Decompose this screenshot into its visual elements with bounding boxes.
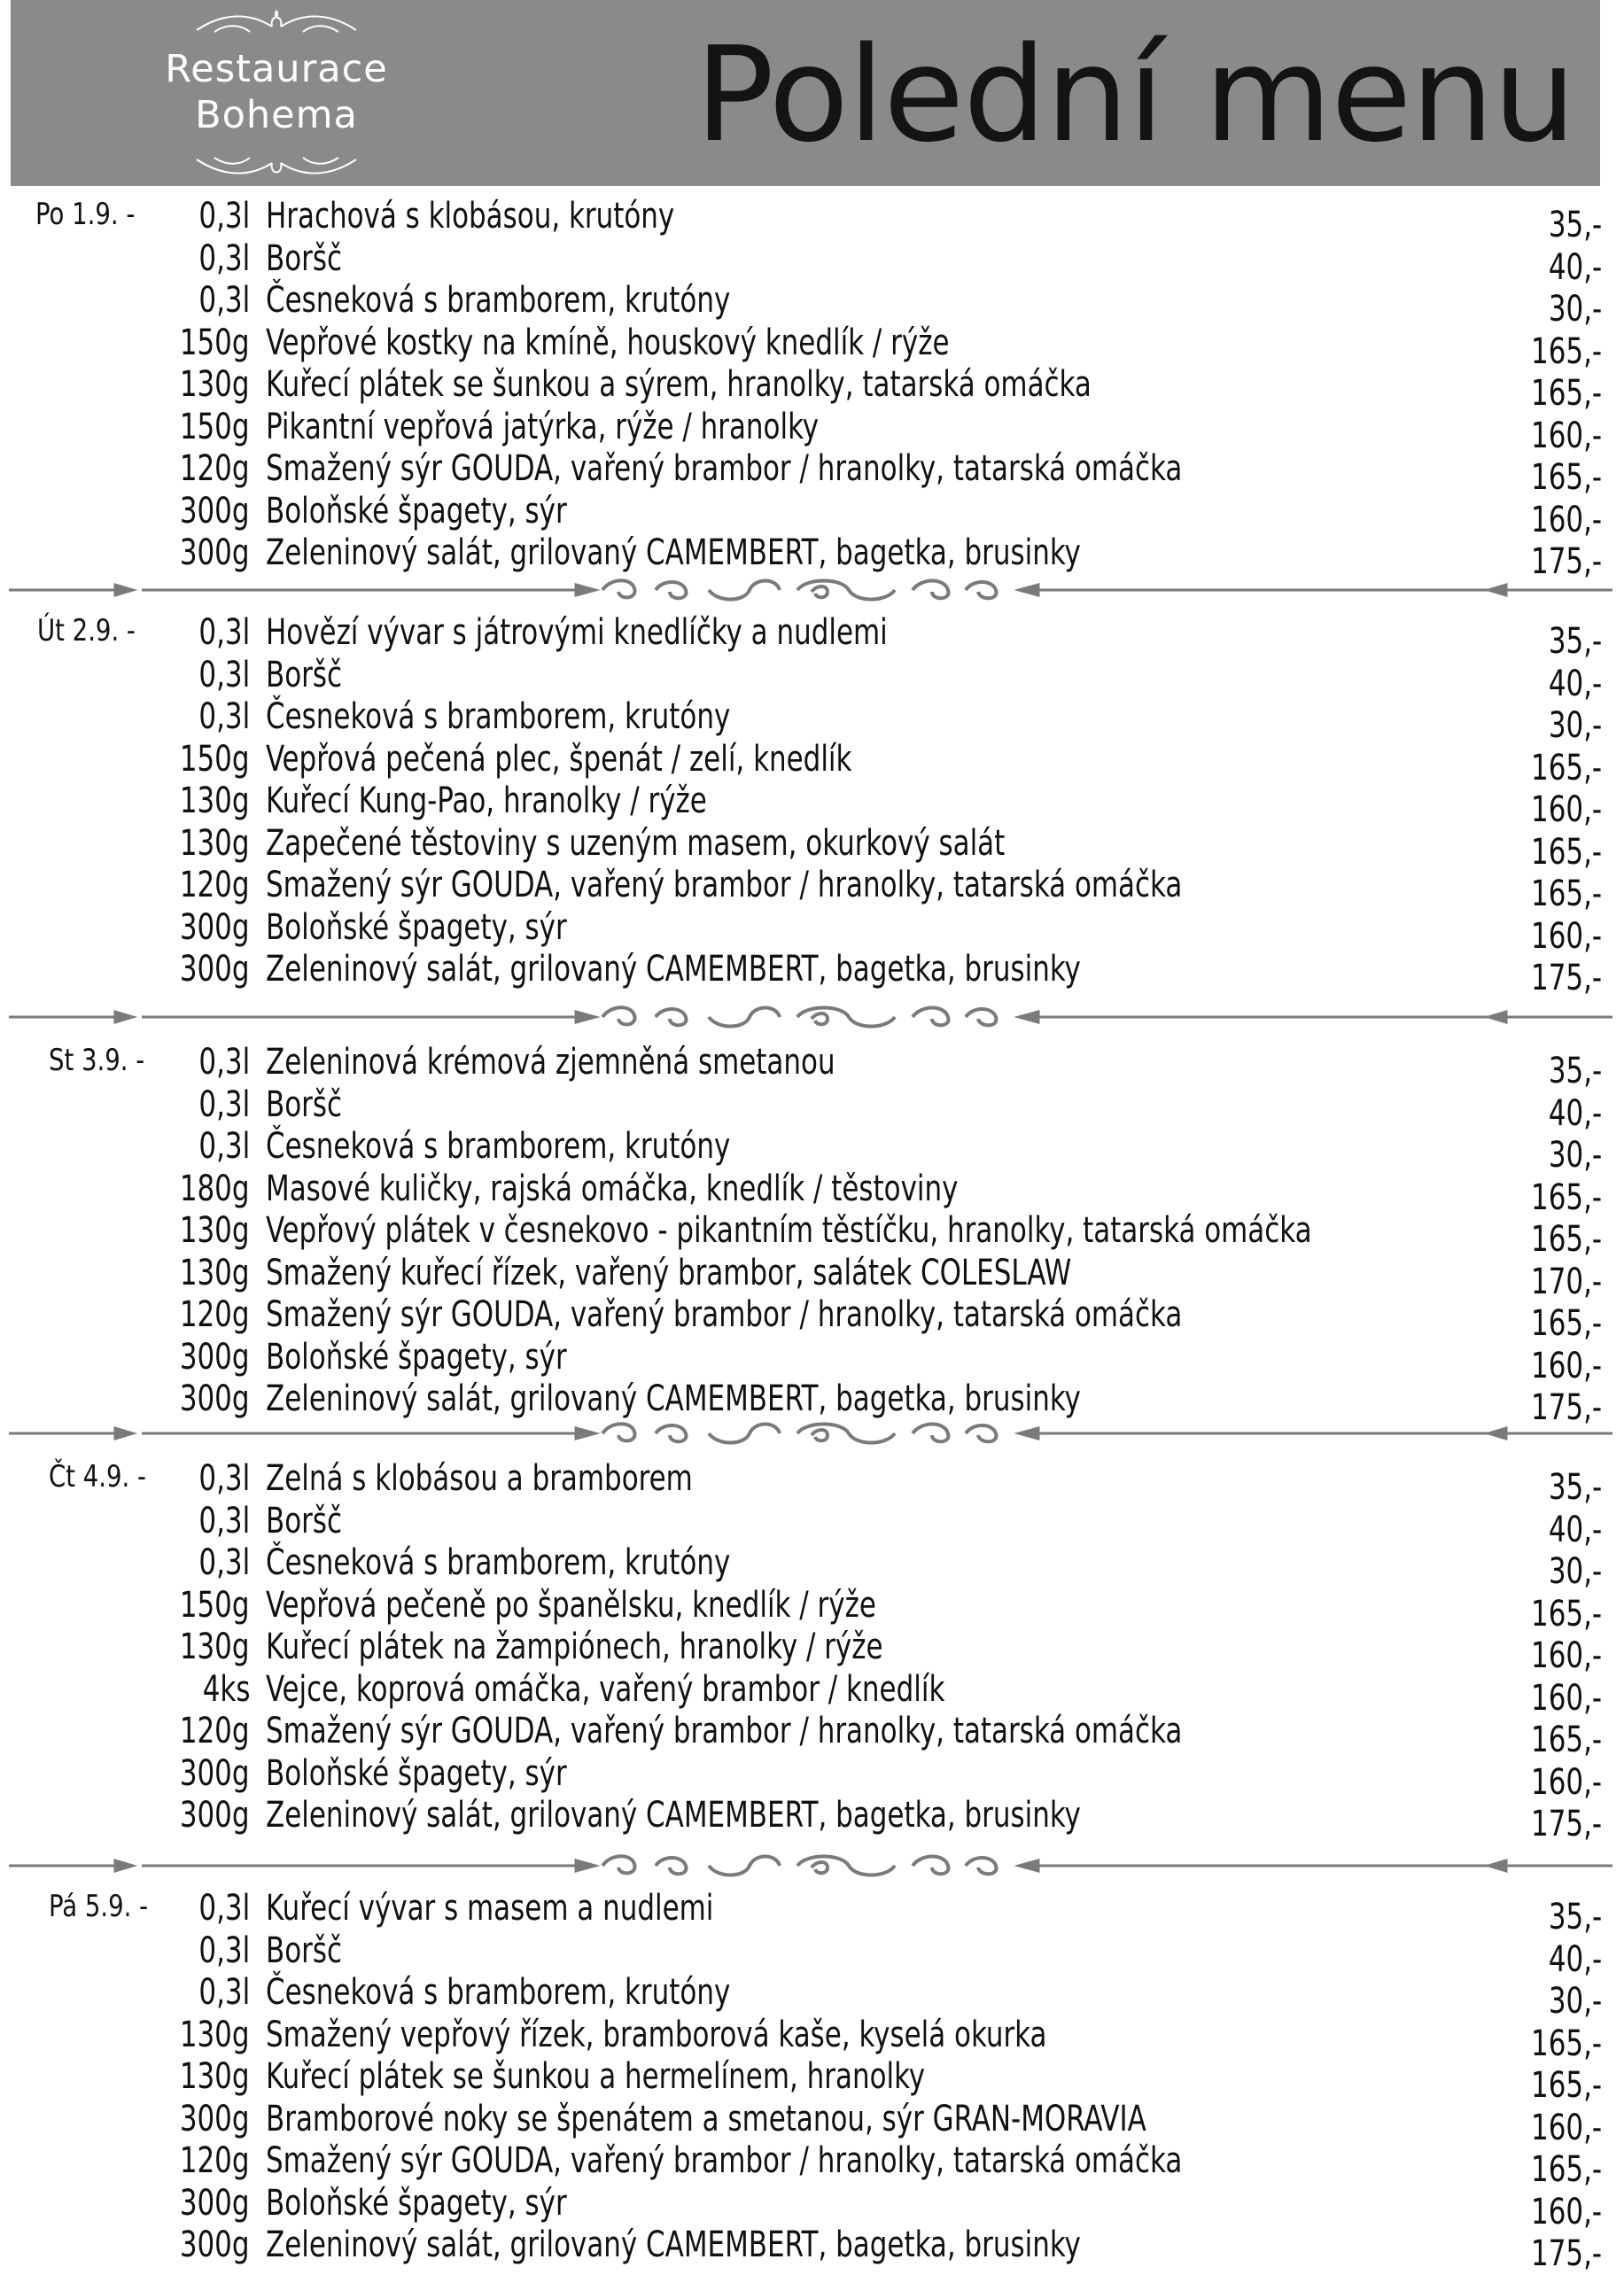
item-price: 165,- — [1530, 457, 1602, 498]
menu-item — [0, 1378, 1624, 1428]
menu-item — [0, 2014, 1624, 2064]
menu-item — [0, 237, 1624, 288]
item-dish: Česneková s bramborem, krutóny — [266, 696, 731, 737]
menu-item — [0, 363, 1624, 414]
item-price: 170,- — [1530, 1261, 1602, 1302]
item-price: 165,- — [1530, 747, 1602, 788]
item-dish: Boloňské špagety, sýr — [266, 1336, 567, 1378]
item-dish: Zeleninový salát, grilovaný CAMEMBERT, bagetka, brusinky — [266, 1795, 1081, 1836]
item-quantity: 0,3l — [198, 1500, 250, 1541]
item-dish: Vejce, koprová omáčka, vařený brambor / knedlík — [266, 1668, 945, 1710]
item-quantity: 0,3l — [198, 1083, 250, 1125]
item-dish: Boloňské špagety, sýr — [266, 490, 567, 532]
item-price: 165,- — [1530, 2065, 1602, 2106]
item-quantity: 0,3l — [198, 237, 250, 279]
header-banner — [11, 0, 1600, 186]
menu-item — [0, 2055, 1624, 2106]
item-price: 175,- — [1530, 1387, 1602, 1428]
logo-line-bohema: Bohema — [195, 93, 358, 137]
item-quantity: 0,3l — [198, 1972, 250, 2013]
menu-item — [0, 532, 1624, 582]
item-dish: Vepřové kostky na kmíně, houskový knedlík / rýže — [266, 322, 950, 363]
item-price: 165,- — [1530, 1219, 1602, 1260]
item-dish: Boršč — [266, 654, 343, 695]
item-price: 165,- — [1530, 1593, 1602, 1634]
item-quantity: 120g — [180, 1711, 250, 1751]
item-quantity: 0,3l — [198, 696, 250, 737]
item-dish: Kuřecí plátek se šunkou a hermelínem, hranolky — [266, 2056, 926, 2097]
menu-item — [0, 2139, 1624, 2190]
item-price: 35,- — [1548, 1051, 1602, 1091]
day-label: Čt 4.9. - — [49, 1459, 146, 1495]
item-dish: Vepřová pečeně po španělsku, knedlík / rýže — [266, 1584, 876, 1626]
logo-flourish-top-icon — [188, 5, 365, 41]
menu-item — [0, 1209, 1624, 1260]
item-dish: Hovězí vývar s játrovými knedlíčky a nudlemi — [266, 612, 888, 653]
item-price: 165,- — [1530, 1176, 1602, 1218]
menu-item — [0, 1293, 1624, 1344]
item-dish: Hrachová s klobásou, krutóny — [266, 196, 675, 237]
item-dish: Smažený sýr GOUDA, vařený brambor / hranolky, tatarská omáčka — [266, 1711, 1183, 1751]
item-dish: Boloňské špagety, sýr — [266, 906, 567, 948]
item-dish: Smažený sýr GOUDA, vařený brambor / hranolky, tatarská omáčka — [266, 448, 1183, 489]
menu-item — [0, 490, 1624, 540]
item-dish: Boloňské špagety, sýr — [266, 2182, 567, 2224]
menu-item — [0, 2098, 1624, 2148]
menu-item — [0, 1541, 1624, 1592]
item-quantity: 120g — [180, 448, 250, 489]
menu-item — [0, 1794, 1624, 1844]
item-quantity: 150g — [180, 406, 250, 447]
item-dish: Zeleninová krémová zjemněná smetanou — [266, 1042, 835, 1083]
item-quantity: 0,3l — [198, 654, 250, 695]
item-quantity: 130g — [180, 2056, 250, 2097]
menu-item — [0, 1887, 1624, 1937]
item-price: 165,- — [1530, 330, 1602, 372]
item-price: 165,- — [1530, 2149, 1602, 2190]
item-quantity: 130g — [180, 1210, 250, 1251]
day-label: Út 2.9. - — [37, 613, 136, 648]
item-quantity: 0,3l — [198, 1458, 250, 1499]
item-quantity: 130g — [180, 1252, 250, 1293]
item-price: 160,- — [1530, 1761, 1602, 1803]
item-quantity: 0,3l — [198, 1888, 250, 1929]
menu-item — [0, 738, 1624, 788]
item-price: 30,- — [1548, 1135, 1602, 1176]
menu-item — [0, 1457, 1624, 1508]
item-dish: Bramborové noky se špenátem a smetanou, sýr GRAN-MORAVIA — [266, 2098, 1146, 2139]
item-dish: Kuřecí vývar s masem a nudlemi — [266, 1888, 714, 1929]
item-dish: Zeleninový salát, grilovaný CAMEMBERT, bagetka, brusinky — [266, 2225, 1081, 2265]
item-quantity: 120g — [180, 865, 250, 905]
item-dish: Boršč — [266, 237, 343, 279]
menu-item — [0, 654, 1624, 704]
item-quantity: 180g — [180, 1168, 250, 1209]
ornament-divider-icon — [0, 1848, 1624, 1883]
item-price: 165,- — [1530, 1303, 1602, 1344]
item-quantity: 300g — [180, 2225, 250, 2265]
item-quantity: 300g — [180, 490, 250, 532]
menu-item — [0, 1971, 1624, 2022]
menu-item — [0, 1929, 1624, 1980]
menu-item — [0, 948, 1624, 998]
item-price: 160,- — [1530, 1345, 1602, 1386]
item-price: 160,- — [1530, 789, 1602, 830]
item-price: 160,- — [1530, 2191, 1602, 2232]
item-price: 175,- — [1530, 541, 1602, 582]
menu-item — [0, 822, 1624, 873]
item-quantity: 300g — [180, 1336, 250, 1378]
item-quantity: 0,3l — [198, 1542, 250, 1583]
item-quantity: 0,3l — [198, 196, 250, 237]
item-price: 175,- — [1530, 2233, 1602, 2274]
item-quantity: 0,3l — [198, 1126, 250, 1167]
item-price: 160,- — [1530, 915, 1602, 957]
item-price: 160,- — [1530, 2107, 1602, 2148]
menu-item — [0, 1336, 1624, 1386]
menu-item — [0, 906, 1624, 957]
item-price: 160,- — [1530, 415, 1602, 456]
day-label: St 3.9. - — [49, 1043, 145, 1078]
item-quantity: 300g — [180, 1795, 250, 1836]
item-dish: Smažený sýr GOUDA, vařený brambor / hranolky, tatarská omáčka — [266, 2140, 1183, 2181]
menu-item — [0, 406, 1624, 456]
item-dish: Zelná s klobásou a bramborem — [266, 1458, 693, 1499]
menu-item — [0, 447, 1624, 498]
menu-item — [0, 1125, 1624, 1176]
menu-item — [0, 1626, 1624, 1676]
item-dish: Smažený vepřový řízek, bramborová kaše, kyselá okurka — [266, 2014, 1047, 2055]
menu-item — [0, 780, 1624, 830]
item-dish: Boršč — [266, 1929, 343, 1971]
item-dish: Boršč — [266, 1083, 343, 1125]
menu-item — [0, 1041, 1624, 1091]
item-quantity: 0,3l — [198, 612, 250, 653]
menu-item — [0, 864, 1624, 914]
item-dish: Pikantní vepřová jatýrka, rýže / hranolky — [266, 406, 820, 447]
item-price: 160,- — [1530, 1677, 1602, 1719]
item-quantity: 150g — [180, 1584, 250, 1626]
menu-item — [0, 279, 1624, 330]
day-label: Pá 5.9. - — [49, 1889, 149, 1924]
item-quantity: 0,3l — [198, 1929, 250, 1971]
item-quantity: 0,3l — [198, 1042, 250, 1083]
menu-item — [0, 1252, 1624, 1302]
item-price: 175,- — [1530, 1804, 1602, 1844]
item-dish: Smažený sýr GOUDA, vařený brambor / hranolky, tatarská omáčka — [266, 865, 1183, 905]
item-dish: Česneková s bramborem, krutóny — [266, 1126, 731, 1167]
item-quantity: 300g — [180, 2098, 250, 2139]
ornament-divider-icon — [0, 999, 1624, 1035]
menu-item — [0, 2224, 1624, 2274]
item-quantity: 130g — [180, 364, 250, 405]
menu-item — [0, 1083, 1624, 1134]
item-price: 160,- — [1530, 499, 1602, 540]
item-dish: Vepřový plátek v česnekovo - pikantním těstíčku, hranolky, tatarská omáčka — [266, 1210, 1312, 1251]
item-price: 165,- — [1530, 2023, 1602, 2064]
menu-item — [0, 1710, 1624, 1760]
item-quantity: 150g — [180, 322, 250, 363]
item-price: 35,- — [1548, 205, 1602, 245]
item-quantity: 130g — [180, 2014, 250, 2055]
item-quantity: 120g — [180, 1294, 250, 1335]
item-dish: Česneková s bramborem, krutóny — [266, 280, 731, 321]
logo-flourish-bottom-icon — [188, 149, 365, 184]
item-price: 40,- — [1548, 1938, 1602, 1980]
item-price: 165,- — [1530, 874, 1602, 914]
item-dish: Zeleninový salát, grilovaný CAMEMBERT, bagetka, brusinky — [266, 532, 1081, 573]
ornament-divider-icon — [0, 572, 1624, 608]
item-dish: Masové kuličky, rajská omáčka, knedlík / těstoviny — [266, 1168, 959, 1209]
item-price: 35,- — [1548, 1897, 1602, 1937]
item-quantity: 300g — [180, 2182, 250, 2224]
item-quantity: 300g — [180, 1378, 250, 1419]
item-quantity: 300g — [180, 1752, 250, 1794]
item-dish: Kuřecí plátek se šunkou a sýrem, hranolky, tatarská omáčka — [266, 364, 1092, 405]
menu-item — [0, 1752, 1624, 1803]
item-dish: Zapečené těstoviny s uzeným masem, okurkový salát — [266, 822, 1006, 864]
item-quantity: 130g — [180, 780, 250, 821]
logo-line-restaurace: Restaurace — [165, 47, 388, 91]
menu-item — [0, 322, 1624, 372]
item-price: 175,- — [1530, 958, 1602, 998]
item-price: 30,- — [1548, 705, 1602, 746]
item-dish: Boloňské špagety, sýr — [266, 1752, 567, 1794]
item-quantity: 300g — [180, 949, 250, 990]
item-dish: Vepřová pečená plec, špenát / zelí, knedlík — [266, 738, 852, 780]
item-price: 40,- — [1548, 1509, 1602, 1550]
item-price: 165,- — [1530, 1720, 1602, 1760]
item-quantity: 0,3l — [198, 280, 250, 321]
page-title: Polední menu — [695, 19, 1575, 171]
item-dish: Boršč — [266, 1500, 343, 1541]
restaurant-logo — [135, 0, 418, 186]
menu-item — [0, 1500, 1624, 1550]
item-dish: Kuřecí Kung-Pao, hranolky / rýže — [266, 780, 707, 821]
item-quantity: 150g — [180, 738, 250, 780]
ornament-divider-icon — [0, 1416, 1624, 1451]
item-dish: Kuřecí plátek na žampiónech, hranolky / rýže — [266, 1627, 883, 1667]
menu-item — [0, 2182, 1624, 2232]
item-price: 40,- — [1548, 1092, 1602, 1134]
item-quantity: 130g — [180, 1627, 250, 1667]
menu-item — [0, 611, 1624, 662]
item-price: 40,- — [1548, 663, 1602, 704]
item-dish: Zeleninový salát, grilovaný CAMEMBERT, bagetka, brusinky — [266, 1378, 1081, 1419]
item-price: 165,- — [1530, 831, 1602, 873]
menu-item — [0, 1168, 1624, 1218]
menu-item — [0, 1584, 1624, 1634]
item-dish: Česneková s bramborem, krutóny — [266, 1542, 731, 1583]
item-price: 165,- — [1530, 373, 1602, 414]
item-dish: Česneková s bramborem, krutóny — [266, 1972, 731, 2013]
menu-item — [0, 195, 1624, 245]
menu-item — [0, 1668, 1624, 1719]
item-quantity: 4ks — [202, 1668, 250, 1710]
item-dish: Zeleninový salát, grilovaný CAMEMBERT, bagetka, brusinky — [266, 949, 1081, 990]
item-dish: Smažený sýr GOUDA, vařený brambor / hranolky, tatarská omáčka — [266, 1294, 1183, 1335]
item-price: 30,- — [1548, 289, 1602, 330]
day-label: Po 1.9. - — [35, 197, 136, 232]
item-quantity: 300g — [180, 906, 250, 948]
item-quantity: 300g — [180, 532, 250, 573]
item-price: 35,- — [1548, 621, 1602, 662]
item-price: 30,- — [1548, 1981, 1602, 2022]
item-price: 160,- — [1530, 1635, 1602, 1676]
item-price: 30,- — [1548, 1551, 1602, 1592]
item-price: 40,- — [1548, 246, 1602, 288]
menu-item — [0, 695, 1624, 746]
item-quantity: 120g — [180, 2140, 250, 2181]
item-price: 35,- — [1548, 1467, 1602, 1508]
item-quantity: 130g — [180, 822, 250, 864]
item-dish: Smažený kuřecí řízek, vařený brambor, salátek COLESLAW — [266, 1252, 1072, 1293]
